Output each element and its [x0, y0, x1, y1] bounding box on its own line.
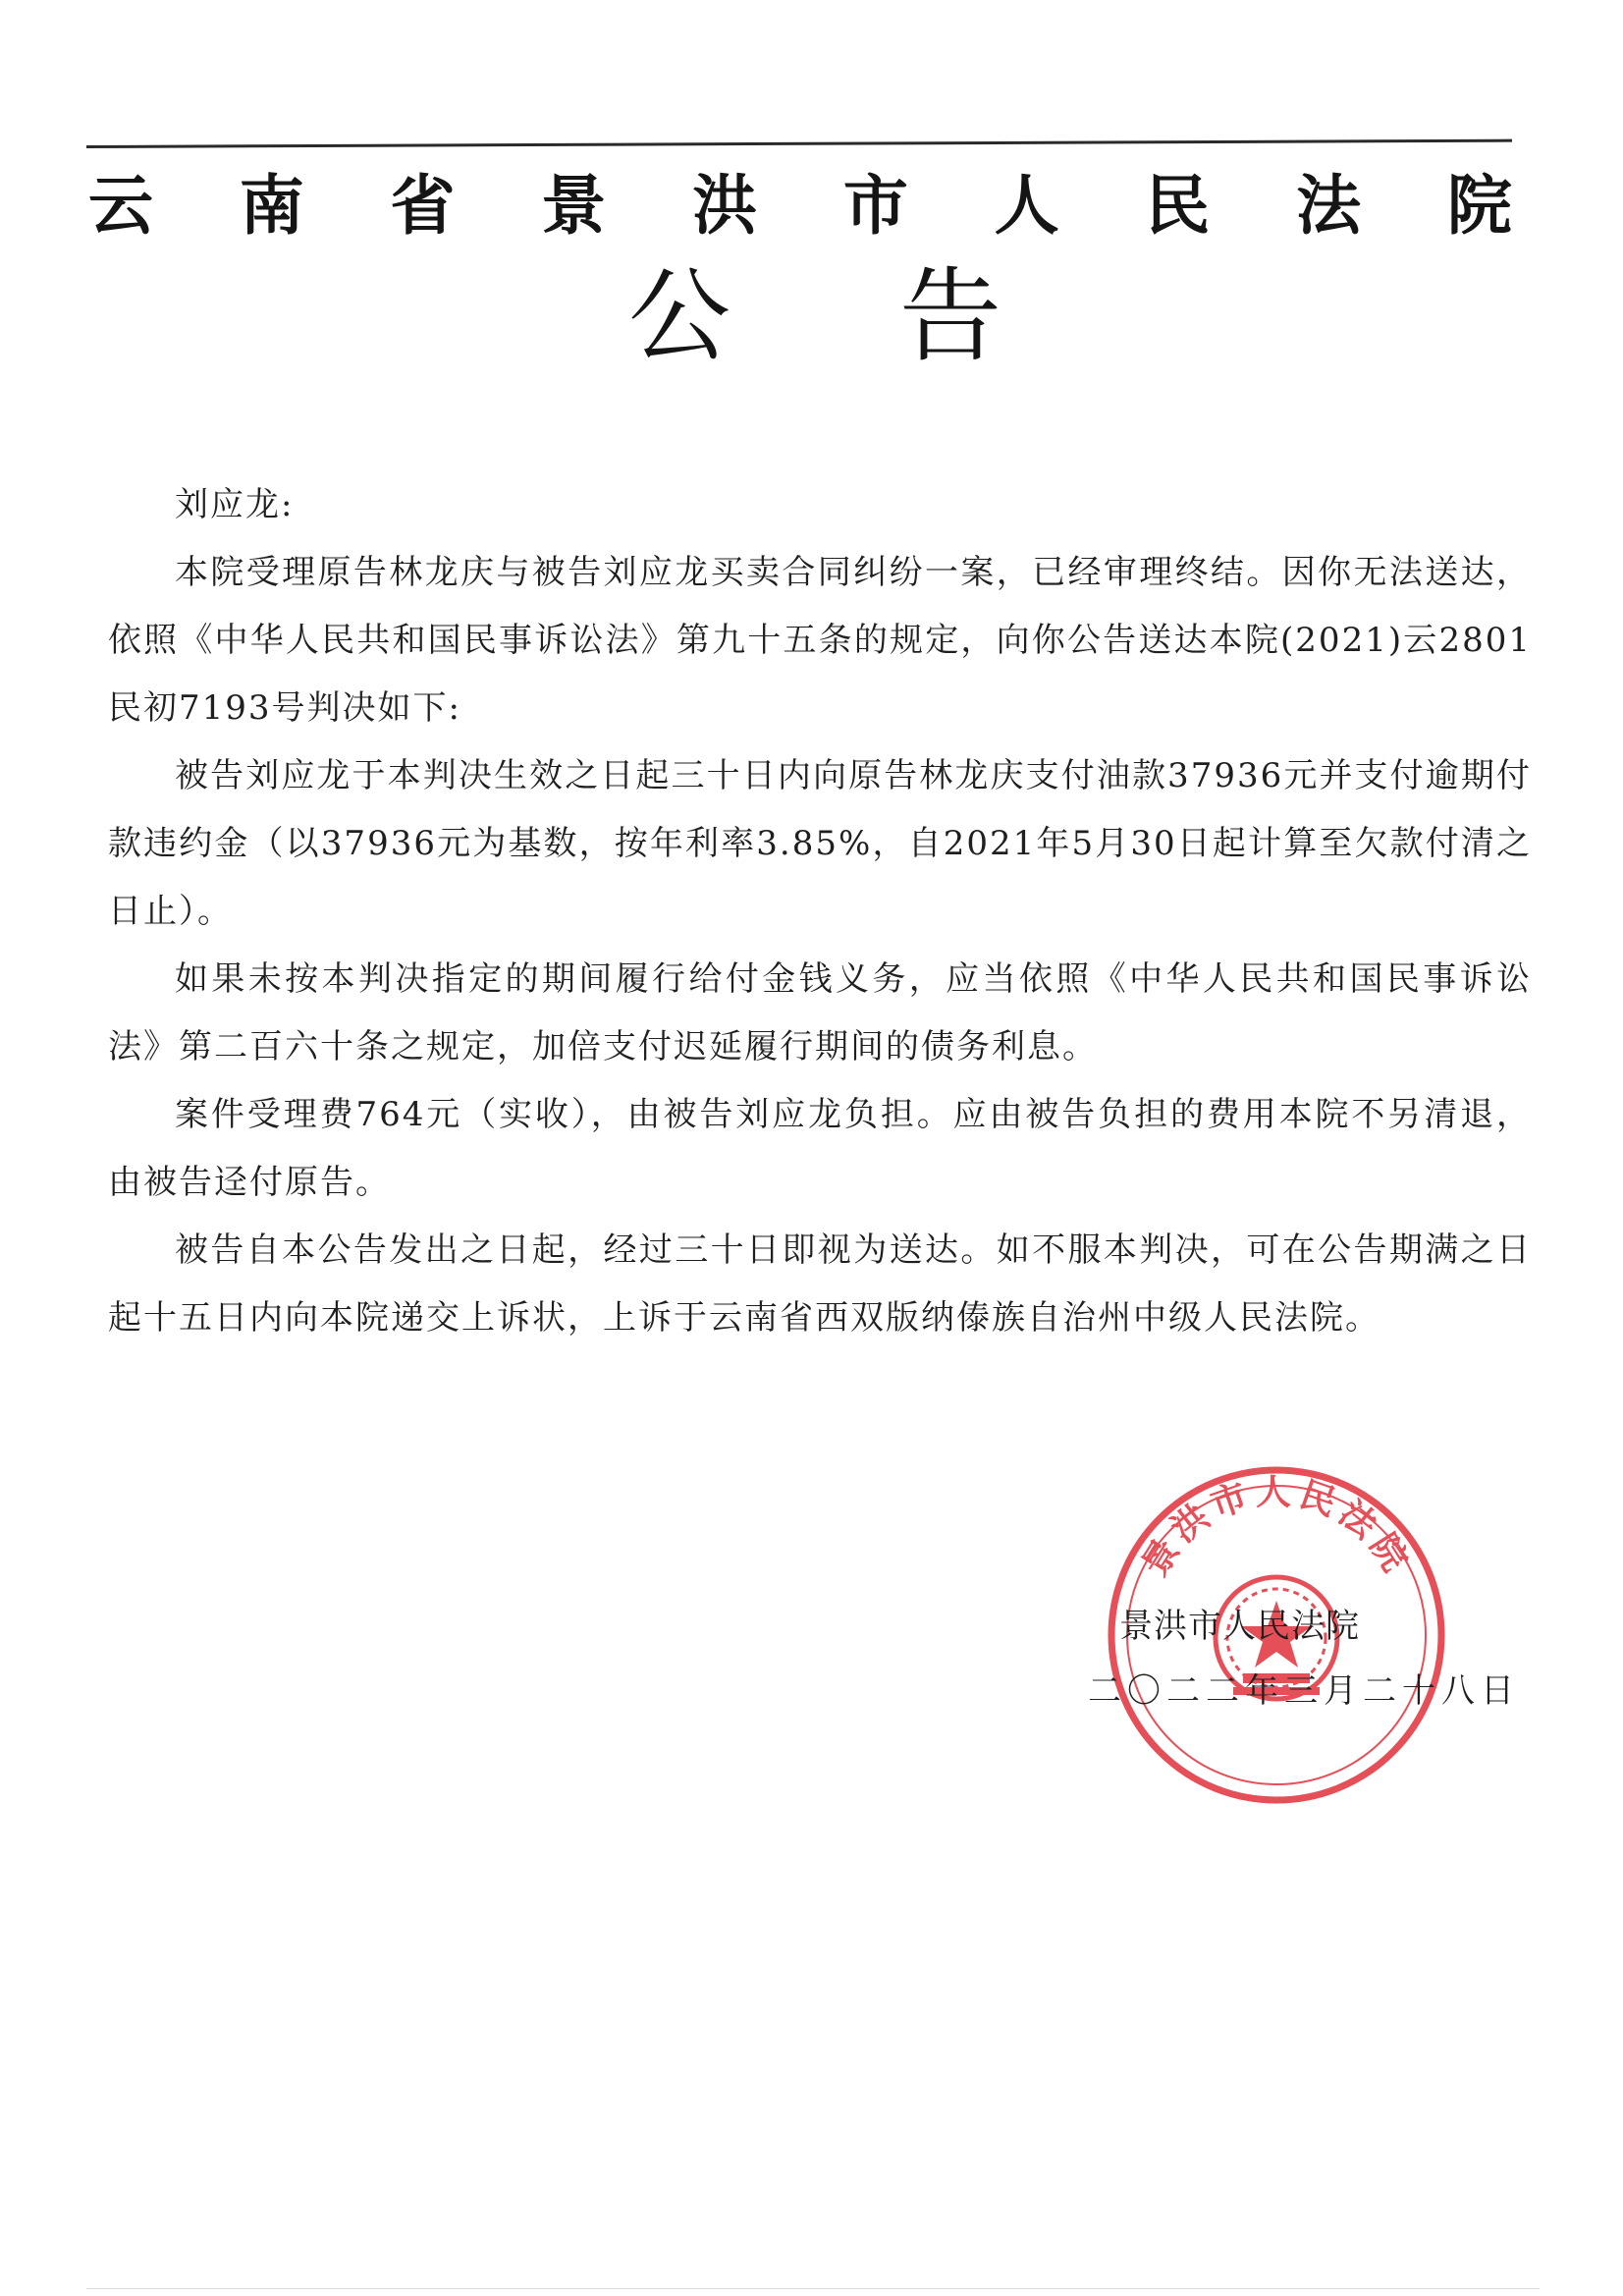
notice-title [628, 257, 1001, 375]
court-name-char: 民 [1145, 168, 1211, 244]
court-name-char: 人 [994, 168, 1059, 244]
body-paragraph: 如果未按本判决指定的期间履行给付金钱义务，应当依照《中华人民共和国民事诉讼法》第二百六十条之规定，加倍支付迟延履行期间的债务利息。 [108, 959, 1532, 1066]
body-paragraph: 被告刘应龙于本判决生效之日起三十日内向原告林龙庆支付油款37936元并支付逾期付款违约金（以37936元为基数，按年利率3.85%，自2021年5月30日起计算至欠款付清之日止）。 [108, 756, 1532, 931]
court-name-char: 洪 [692, 168, 758, 244]
signature-date: 二〇二二年三月二十八日 [1088, 1671, 1520, 1711]
body-paragraph: 被告自本公告发出之日起，经过三十日即视为送达。如不服本判决，可在公告期满之日起十五日内向本院递交上诉状，上诉于云南省西双版纳傣族自治州中级人民法院。 [108, 1230, 1532, 1338]
page-bottom-edge [86, 2288, 1540, 2289]
court-name-char: 云 [88, 168, 153, 244]
body-paragraph: 案件受理费764元（实收），由被告刘应龙负担。应由被告负担的费用本院不另清退，由被告迳付原告。 [108, 1095, 1532, 1202]
court-name [88, 157, 1512, 255]
court-name-char: 景 [541, 168, 607, 244]
seal-arc-text: 景洪市人民法院 [1134, 1472, 1419, 1584]
body-paragraph: 本院受理原告林龙庆与被告刘应龙买卖合同纠纷一案，已经审理终结。因你无法送达，依照《中华人民共和国民事诉讼法》第九十五条的规定，向你公告送达本院(2021)云2801民初7193号判决如下: [108, 553, 1532, 728]
salutation: 刘应龙: [175, 485, 295, 524]
court-name-char: 市 [842, 168, 908, 244]
court-name-char: 南 [239, 168, 304, 244]
court-name-char: 法 [1296, 168, 1362, 244]
notice-title-char: 告 [898, 256, 1001, 376]
notice-title-char: 公 [628, 256, 731, 376]
header-rule [86, 139, 1512, 148]
court-name-char: 省 [390, 168, 456, 244]
signature-org: 景洪市人民法院 [1119, 1607, 1360, 1646]
court-name-char: 院 [1446, 168, 1512, 244]
notice-body [108, 471, 1532, 1352]
